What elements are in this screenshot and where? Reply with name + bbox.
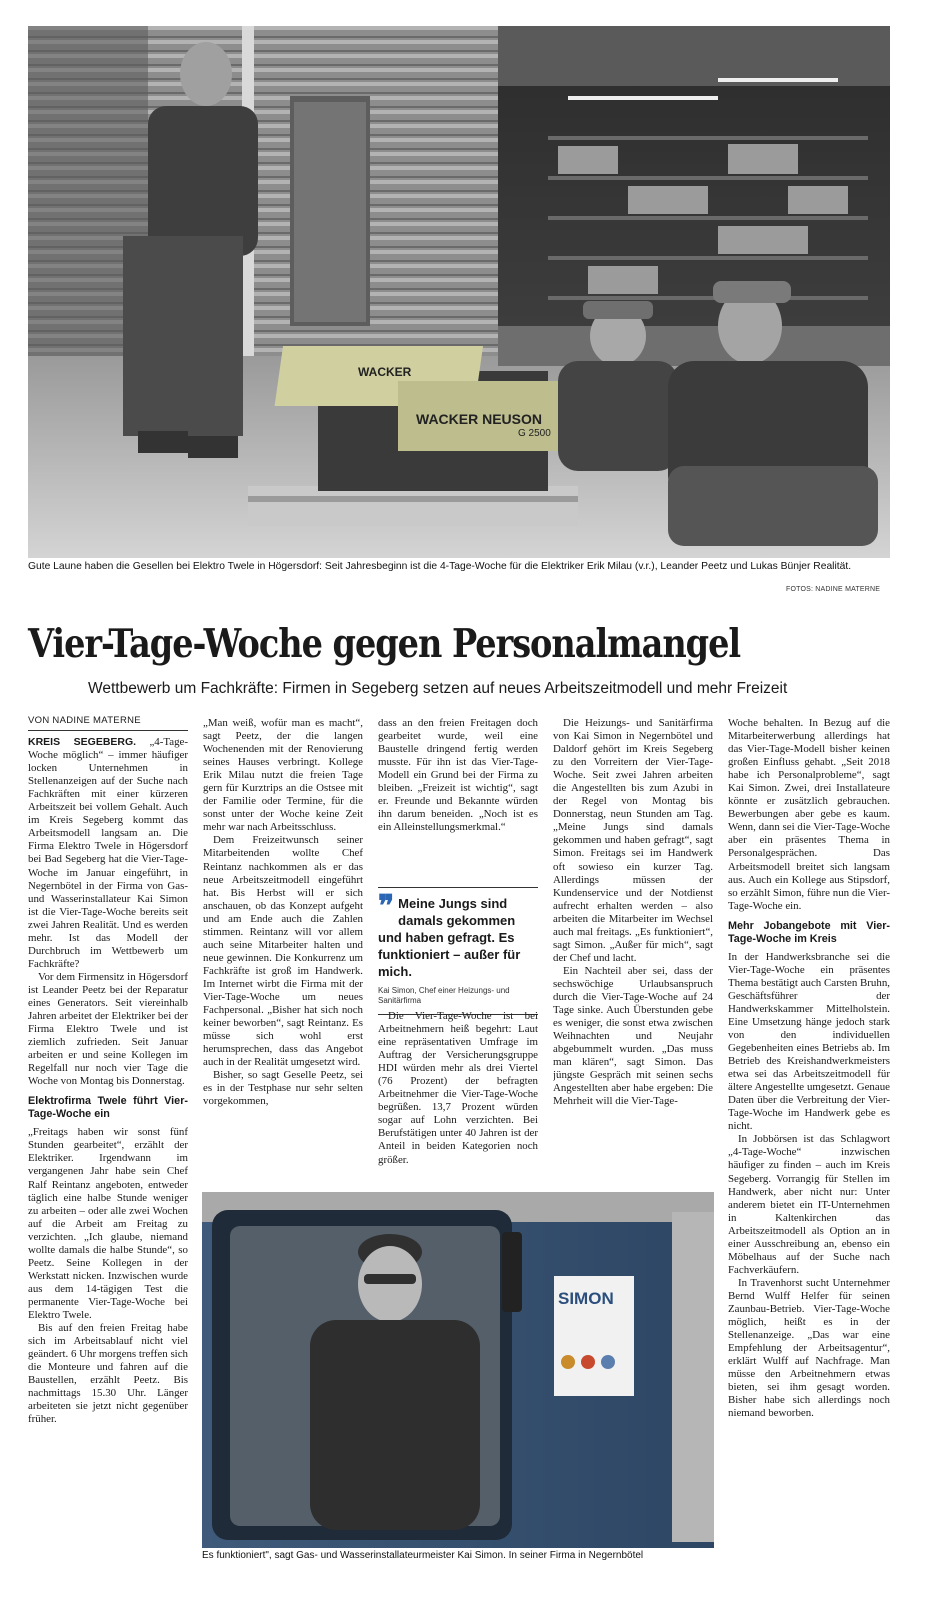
dateline: KREIS SEGEBERG. <box>28 736 137 749</box>
paragraph: „Man weiß, wofür man es macht“, sagt Peetz, der die langen Wochenenden mit der Renovierung seines Hauses verbringt. Kollege Erik Milau nutzt die freien Tage gern für Kurztrips an die Ostsee mit der Familie oder Termine, für die sonst unter der Woche keine Zeit mehr war nach Arbeitsschluss. <box>203 717 363 834</box>
photo-van <box>202 1192 714 1548</box>
van-logo: SIMON <box>558 1289 614 1308</box>
article-column-3 <box>378 717 538 877</box>
machine-brand: WACKER NEUSON <box>416 411 543 427</box>
paragraph <box>28 736 188 971</box>
photo-credit: FOTOS: NADINE MATERNE <box>786 586 881 593</box>
paragraph: In Jobbörsen ist das Schlagwort „4-Tage-Woche“ inzwischen häufiger zu finden – auch im Kreis Segeberg. Vorrangig für Stellen im Handwerk, aber nicht nur: Unter anderem bietet ein IT-Unternehmen in Kaltenkirchen das Arbeitszeitmodell als Option an in einer Ausschreibung an, ebenso ein Möbelhaus auf der Suche nach Fachverkäufern. <box>728 1133 890 1276</box>
paragraph: dass an den freien Freitagen doch gearbeitet wurde, weil eine Baustelle dringend fertig werden musste. Für ihn ist das Vier-Tage-Modell ein Grund bei der Firma zu bleiben. „Freizeit ist wichtig“, sagt er. Freunde und Bekannte würden ihn darum beneiden. „Noch ist es ein Alleinstellungsmerkmal.“ <box>378 717 538 834</box>
subheading-elektrofirma: Elektrofirma Twele führt Vier-Tage-Woche ein <box>28 1095 188 1121</box>
article-column-5 <box>728 717 890 1563</box>
paragraph: In Travenhorst sucht Unternehmer Bernd Wulff Helfer für seinen Zaunbau-Betrieb. Vier-Tage-Woche möglich, heißt es in der Stellenanzeige. „Das war eine Empfehlung der Arbeitsagentur“, erklärt Wulff auf Nachfrage. Man müsse den Arbeitnehmern etwas bieten, sei ihm gesagt worden. Bisher habe sich allerdings noch niemand beworben. <box>728 1276 890 1420</box>
paragraph: Bis auf den freien Freitag habe sich im Arbeitsablauf nicht viel geändert. 6 Uhr morgens treffen sich die Monteure und fahren auf die Baustellen, erzählt Peetz. Bis nachmittags 15.30 Uhr. Länger arbeiteten sie jetzt nicht gegenüber früher. <box>28 1322 188 1426</box>
subheading-jobangebote: Mehr Jobangebote mit Vier-Tage-Woche im Kreis <box>728 919 890 945</box>
paragraph: Die Heizungs- und Sanitärfirma von Kai Simon in Negernbötel und Daldorf gehört im Kreis Segeberg zu den Vorreitern der Vier-Tage-Woche. Seit zwei Jahren arbeiten die Angestellten bis zum Azubi in der Regel von Montag bis Donnerstag, neun Stunden am Tag. „Meine Jungs sind damals gekommen und haben gefragt“, sagt Simon. Freitags sei im Handwerk oft sowieso ein kurzer Tag. Allerdings müssen der Kundenservice und der Notdienst aufrecht erhalten werden – also arbeiten die Mitarbeiter im Wechsel auch mal freitags. „Es funktioniert“, sagt Simon. „Außer für mich“, sagt der Chef und lacht. <box>553 717 713 964</box>
article-subheadline: Wettbewerb um Fachkräfte: Firmen in Segeberg setzen auf neues Arbeitszeitmodell und mehr Freizeit <box>88 680 788 697</box>
paragraph: Woche behalten. In Bezug auf die Mitarbeiterwerbung allerdings hat das Vier-Tage-Modell bisher keinen großen Einfluss gehabt. „Seit 2018 habe ich Personalprobleme“, sagt Kai Simon. Zwei, drei Installateure könnte er zusätzlich gebrauchen. Bewerbungen aber gebe es kaum. Wenn, dann sei die Vier-Tage-Woche aber ein präsentes Thema in Personalgesprächen. Das Arbeitsmodell breitet sich langsam aus. Auch ein Kollege aus Stipsdorf, so erzählt Simon, führe nun die Vier-Tage-Woche ein. <box>728 717 890 912</box>
machine-model: G 2500 <box>518 428 551 439</box>
paragraph: Ein Nachteil aber sei, dass der sechswöchige Urlaubsanspruch durch die Vier-Tage-Woche auf 24 Tage sinke. Auch Überstunden gebe es weniger, die sonst etwa zwischen Weihnachten und Neujahr abgebummelt wurden. „Das muss man klären“, sagt Simon. Das jüngste Gespräch mit seinen sechs Angestellten aber habe ergeben: Die Mehrheit will die Vier-Tage- <box>553 964 713 1108</box>
paragraph: Bisher, so sagt Geselle Peetz, sei es in der Testphase nur sehr selten vorgekommen, <box>203 1069 363 1108</box>
pull-quote <box>378 887 538 1015</box>
photo-van-image <box>202 1192 714 1548</box>
quote-icon: ❞ <box>378 889 395 924</box>
paragraph: „Freitags haben wir sonst fünf Stunden gearbeitet“, erzählt der Elektriker. Irgendwann im vergangenen Jahr habe sein Chef Ralf Reintanz angeboten, entweder täglich eine halbe Stunde weniger zu arbeiten – oder alle zwei Wochen auf die Arbeit am Freitag zu verzichten. „Ich glaube, niemand wollte damals die halbe Stunde“, so Peetz. Seine Kollegen in der Werkstatt nicken. Inzwischen wurde aus dem 14-tägigen Test die permanente Vier-Tage-Woche bei Elektro Twele. <box>28 1126 188 1321</box>
machine-label: WACKER <box>358 365 412 379</box>
paragraph: Vor dem Firmensitz in Högersdorf ist Leander Peetz bei der Reparatur eines Generators. Seit viereinhalb Jahren arbeitet der Elektriker bei der Firma Elektro Twele und ist ziemlich zufrieden. Seit Januar arbeiten er und seine Kollegen im Regelfall nur noch vier Tage die Woche von Montag bis Donnerstag. <box>28 970 188 1088</box>
pull-quote-text: Meine Jungs sind damals gekommen und haben gefragt. Es funktioniert – außer für mich. <box>378 896 521 979</box>
paragraph-text: „4-Tage-Woche möglich“ – immer häufiger locken Unternehmen in Stellenanzeigen auf der Suche nach Fachkräften mit einer kürzeren Arbeitszeit bei vollem Gehalt. Auch im Kreis Segeberg kommt das Arbeitsmodell langsam an. Die Firma Elektro Twele in Högersdorf bei Bad Segeberg hat die Vier-Tage-Woche im Januar eingeführt, in Negernbötel in der Firma von Gas- und Wasserinstallateur Kai Simon ist die Vier-Tage-Woche bereits seit zwei Jahren Realität. Und es werden mehr. Ist das Modell der Durchbruch im Wettbewerb um Fachkräfte? <box>28 736 188 970</box>
paragraph: Die Vier-Tage-Woche ist bei Arbeitnehmern heiß begehrt: Laut eine repräsentativen Umfrage im Auftrag der Versicherungsgruppe HDI würden mehr als drei Viertel (76 Prozent) der befragten Arbeitnehmer die Vier-Tage-Woche begrüßen. 13,7 Prozent würden sogar auf Lohn verzichten. Bei Berufstätigen unter 40 Jahren ist der Anteil in beiden Kategorien noch größer. <box>378 1010 538 1166</box>
article-column-2 <box>203 717 363 1187</box>
photo-workshop-caption: Gute Laune haben die Gesellen bei Elektro Twele in Högersdorf: Seit Jahresbeginn ist die 4-Tage-Woche für die Elektriker Erik Milau (v.r.), Leander Peetz und Lukas Bünjer Realität. <box>28 561 852 572</box>
photo-workshop <box>28 26 890 558</box>
article-column-3b <box>378 1010 538 1187</box>
paragraph: Dem Freizeitwunsch seiner Mitarbeitenden wollte Chef Reintanz nachkommen als er das neue Arbeitszeitmodell eingeführt hat. Bis Herbst will er sich anschauen, ob das Konzept aufgeht und am Ende auch die Zahlen stimmen. Reintanz will vor allem auch seine Mitarbeiter halten und neue gewinnen. Die Konkurrenz um Fachkräfte ist groß im Handwerk. Im Internet wirbt die Firma mit der Vier-Tage-Woche um neues Fachpersonal. „Bisher hat sich noch keiner beworben“, sagt Reintanz. Es müsse sich wohl erst herumsprechen, dass das Angebot auch in der Realität umgesetzt wird. <box>203 834 363 1069</box>
photo-van-caption: Es funktioniert", sagt Gas- und Wasserinstallateurmeister Kai Simon. In seiner Firma in Negernbötel <box>202 1550 644 1561</box>
article-column-4 <box>553 717 713 1187</box>
pull-quote-source: Kai Simon, Chef einer Heizungs- und Sanitärfirma <box>378 986 510 1005</box>
article-headline: Vier-Tage-Woche gegen Personalmangel <box>28 621 741 667</box>
photo-workshop-image <box>28 26 890 558</box>
byline: VON NADINE MATERNE <box>28 714 188 731</box>
article-column-1 <box>28 714 188 1560</box>
paragraph: In der Handwerksbranche sei die Vier-Tage-Woche ein präsentes Thema bestätigt auch Carsten Bruhn, Geschäftsführer der Handwerkskammer Mittelholstein. Eine Umsetzung hänge jedoch stark von den individuellen Gegebenheiten eines Betriebs ab. Im Betrieb des Kreishandwerkmeisters etwa sei das Arbeitszeitmodell für ältere Angestellte umgesetzt. Genaue Daten über die Verbreitung der Vier-Tage-Woche im Handwerk gebe es nicht. <box>728 950 890 1133</box>
